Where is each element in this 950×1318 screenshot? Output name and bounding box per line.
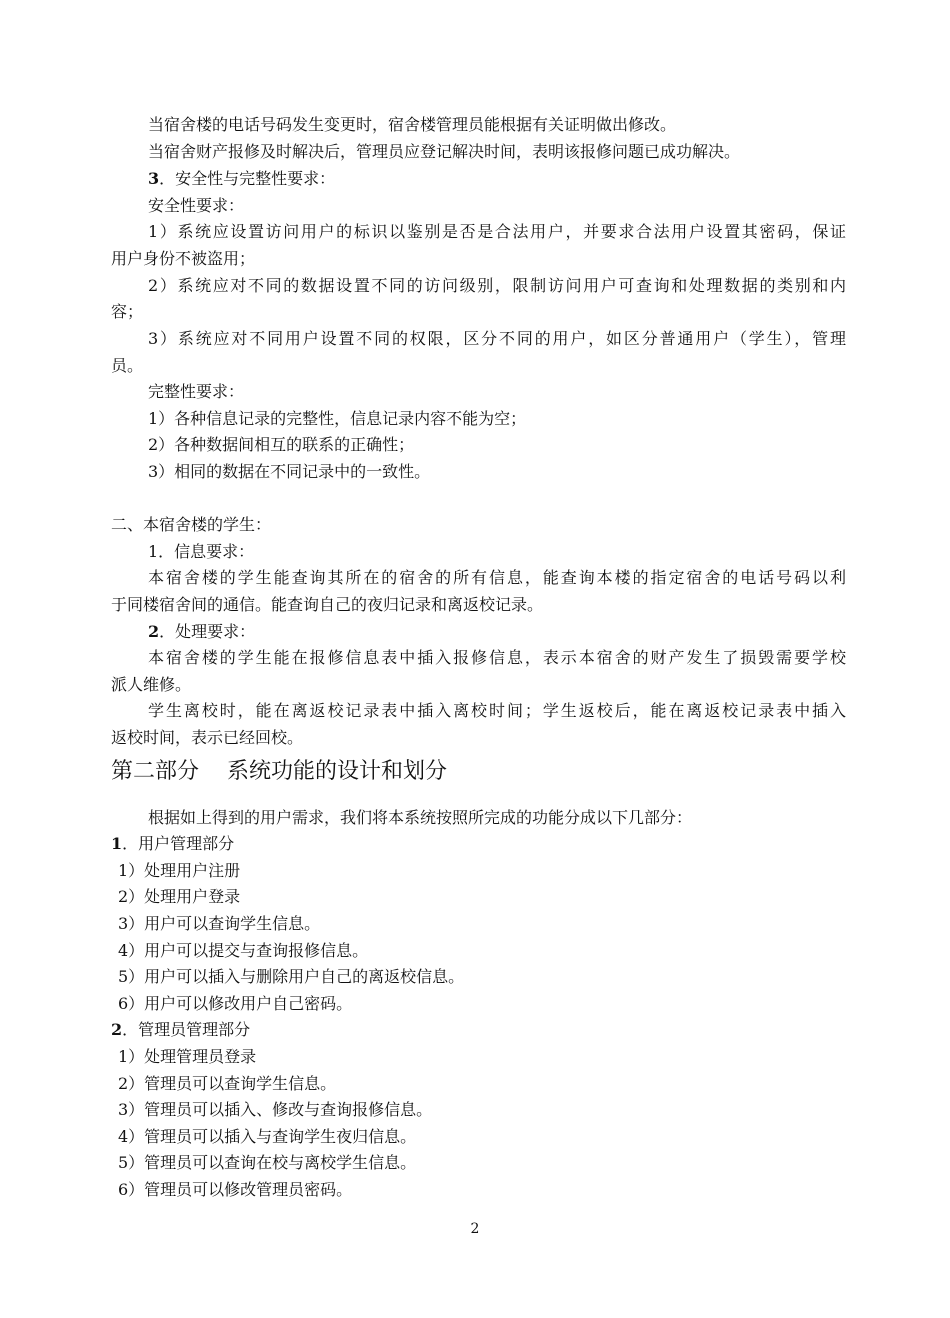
paragraph-line: 员。 <box>111 356 144 375</box>
part-heading: 第二部分 系统功能的设计和划分 <box>111 759 447 784</box>
paragraph-line: 完整性要求： <box>148 382 245 401</box>
subsection-heading: 2．处理要求： <box>148 622 256 641</box>
paragraph-line: 3）系统应对不同用户设置不同的权限，区分不同的用户，如区分普通用户（学生），管理 <box>148 329 846 348</box>
heading-number: 2 <box>111 1020 123 1039</box>
paragraph-line: 本宿舍楼的学生能在报修信息表中插入报修信息，表示本宿舍的财产发生了损毁需要学校 <box>148 648 846 667</box>
list-item: 2）处理用户登录 <box>118 887 241 906</box>
heading-number: 3 <box>148 169 160 188</box>
section-heading: 二、本宿舍楼的学生： <box>111 515 272 534</box>
paragraph-line: 用户身份不被盗用； <box>111 249 256 268</box>
paragraph-line: 容； <box>111 302 144 321</box>
paragraph-line: 当宿舍楼的电话号码发生变更时，宿舍楼管理员能根据有关证明做出修改。 <box>148 115 677 134</box>
list-item: 5）用户可以插入与删除用户自己的离返校信息。 <box>118 967 465 986</box>
list-item: 5）管理员可以查询在校与离校学生信息。 <box>118 1153 417 1172</box>
list-item: 1）处理用户注册 <box>118 861 241 880</box>
list-item: 6）用户可以修改用户自己密码。 <box>118 994 353 1013</box>
list-item: 4）管理员可以插入与查询学生夜归信息。 <box>118 1127 417 1146</box>
paragraph-line: 派人维修。 <box>111 675 192 694</box>
heading-number: 1 <box>111 834 123 853</box>
list-item: 3）相同的数据在不同记录中的一致性。 <box>148 462 431 481</box>
heading-number: 2 <box>148 622 160 641</box>
list-item: 6）管理员可以修改管理员密码。 <box>118 1180 353 1199</box>
subsection-heading: 2．管理员管理部分 <box>111 1020 251 1039</box>
paragraph-line: 根据如上得到的用户需求，我们将本系统按照所完成的功能分成以下几部分： <box>148 808 693 827</box>
paragraph-line: 2）系统应对不同的数据设置不同的访问级别，限制访问用户可查询和处理数据的类别和内 <box>148 276 846 295</box>
list-item: 2）管理员可以查询学生信息。 <box>118 1074 337 1093</box>
list-item: 3）管理员可以插入、修改与查询报修信息。 <box>118 1100 433 1119</box>
list-item: 1）处理管理员登录 <box>118 1047 257 1066</box>
paragraph-line: 返校时间，表示已经回校。 <box>111 728 304 747</box>
list-item: 2）各种数据间相互的联系的正确性； <box>148 435 415 454</box>
list-item: 4）用户可以提交与查询报修信息。 <box>118 941 369 960</box>
list-item: 1）各种信息记录的完整性，信息记录内容不能为空； <box>148 409 527 428</box>
subsection-heading: 1．用户管理部分 <box>111 834 235 853</box>
paragraph-line: 于同楼宿舍间的通信。能查询自己的夜归记录和离返校记录。 <box>111 595 544 614</box>
paragraph-line: 本宿舍楼的学生能查询其所在的宿舍的所有信息，能查询本楼的指定宿舍的电话号码以利 <box>148 568 846 587</box>
paragraph-line: 1）系统应设置访问用户的标识以鉴别是否是合法用户，并要求合法用户设置其密码，保证 <box>148 222 846 241</box>
paragraph-line: 当宿舍财产报修及时解决后，管理员应登记解决时间，表明该报修问题已成功解决。 <box>148 142 741 161</box>
section-heading: 3．安全性与完整性要求： <box>148 169 336 188</box>
page-number: 2 <box>470 1221 480 1237</box>
subsection-heading: 1．信息要求： <box>148 542 255 561</box>
paragraph-line: 安全性要求： <box>148 196 245 215</box>
paragraph-line: 学生离校时，能在离返校记录表中插入离校时间；学生返校后，能在离返校记录表中插入 <box>148 701 846 720</box>
list-item: 3）用户可以查询学生信息。 <box>118 914 321 933</box>
